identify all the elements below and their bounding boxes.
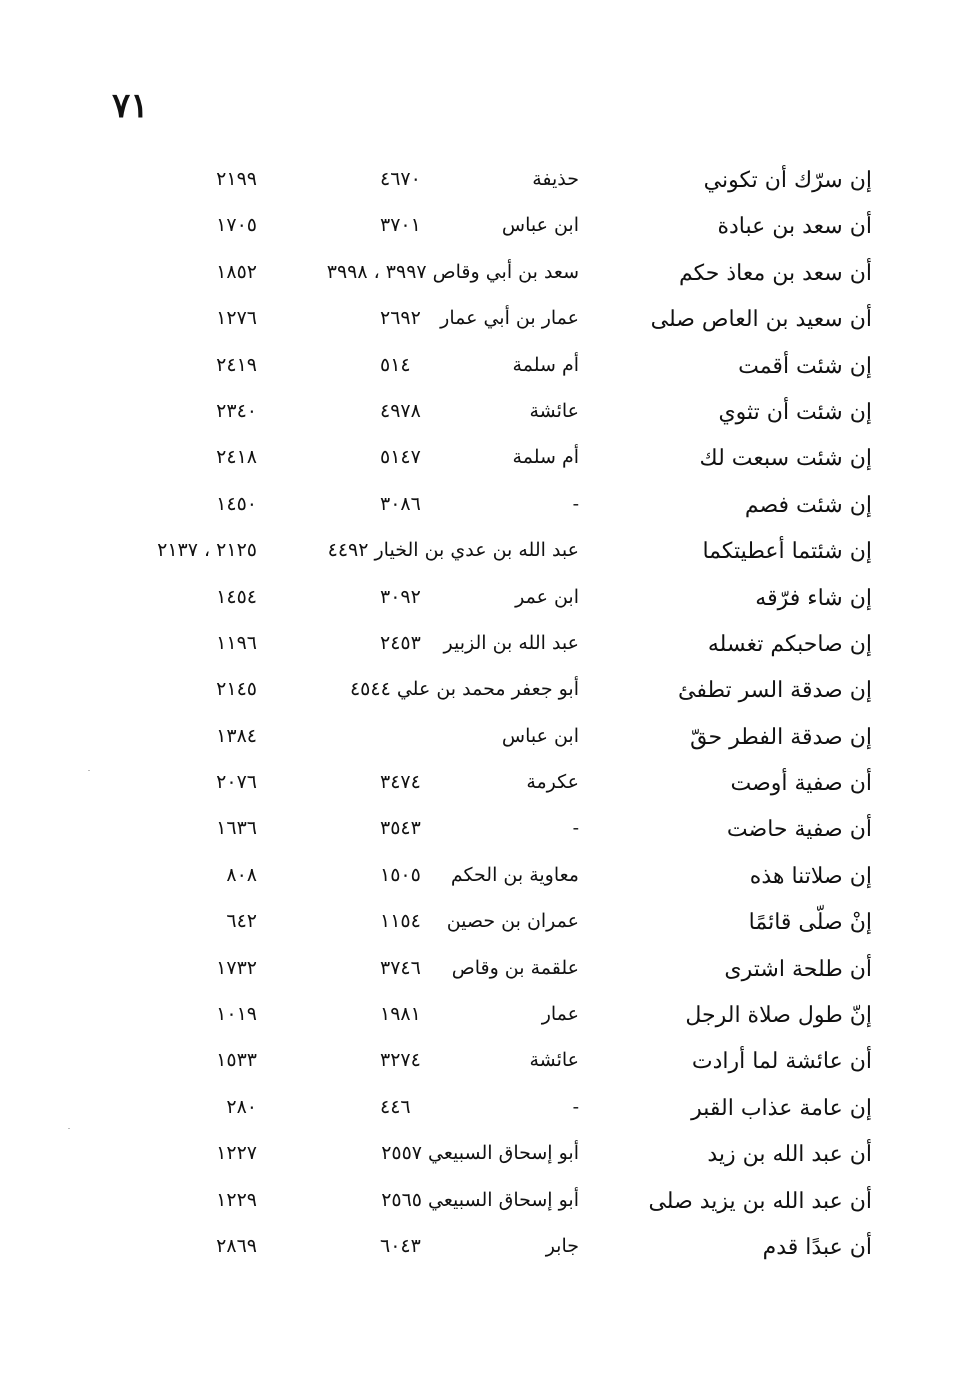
index-row bbox=[0, 628, 957, 674]
index-row bbox=[0, 1185, 957, 1231]
hadith-number: ٥١٤ bbox=[380, 353, 411, 376]
hadith-phrase: إنّ طول صلاة الرجل bbox=[685, 1003, 872, 1029]
hadith-index-table bbox=[0, 164, 957, 1277]
index-row bbox=[0, 303, 957, 349]
reference-number: ١١٩٦ bbox=[216, 631, 257, 654]
hadith-phrase: إن شئتما أعطيتكما bbox=[702, 539, 872, 565]
hadith-phrase: أن عائشة لما أرادت bbox=[691, 1049, 872, 1075]
narrator-name: ابن عمر bbox=[515, 585, 579, 608]
hadith-number: ٣٥٤٣ bbox=[380, 817, 421, 840]
hadith-phrase: أن صفية حاضت bbox=[726, 817, 872, 843]
narrator-name: أبو إسحاق السبيعي ٢٥٦٥ bbox=[381, 1188, 579, 1211]
hadith-number: ٢٤٥٣ bbox=[380, 631, 421, 654]
reference-number: ١٢٢٩ bbox=[216, 1188, 257, 1211]
hadith-number: ٢٦٩٢ bbox=[380, 307, 421, 330]
hadith-number: ١٩٨١ bbox=[380, 1003, 421, 1026]
reference-number: ٢٠٧٦ bbox=[216, 771, 257, 794]
narrator-name: معاوية بن الحكم bbox=[450, 863, 579, 886]
scan-speck bbox=[68, 1128, 70, 1129]
reference-number: ٢٨٠ bbox=[226, 1095, 257, 1118]
hadith-phrase: أن سعيد بن العاص صلى bbox=[650, 307, 872, 333]
index-row bbox=[0, 535, 957, 581]
reference-number: ١٦٣٦ bbox=[216, 817, 257, 840]
hadith-number: ٣٧٠١ bbox=[380, 214, 421, 237]
narrator-name: - bbox=[572, 1095, 579, 1118]
reference-number: ١٤٥٤ bbox=[216, 585, 257, 608]
narrator-name: ابن عباس bbox=[501, 724, 579, 747]
index-row bbox=[0, 1092, 957, 1138]
narrator-name: ابن عباس bbox=[501, 214, 579, 237]
hadith-number: ٣٠٩٢ bbox=[380, 585, 421, 608]
hadith-phrase: إن سرّك أن تكوني bbox=[703, 168, 872, 193]
hadith-number: ١٥٠٥ bbox=[380, 863, 421, 886]
reference-number: ١٠١٩ bbox=[216, 1003, 257, 1026]
hadith-phrase: إن صلاتنا هذه bbox=[749, 863, 872, 889]
hadith-number: ٣٢٧٤ bbox=[380, 1049, 421, 1072]
hadith-phrase: أن صفية أوصت bbox=[730, 771, 872, 797]
index-row bbox=[0, 906, 957, 952]
hadith-phrase: إن عامة عذاب القبر bbox=[691, 1095, 872, 1121]
hadith-number: ٣٤٧٤ bbox=[380, 771, 421, 794]
index-row bbox=[0, 1045, 957, 1091]
hadith-phrase: إن شئت فصم bbox=[744, 492, 872, 518]
narrator-name: عبد الله بن الزبير bbox=[443, 631, 579, 654]
hadith-phrase: أن عبدًا قدم bbox=[762, 1234, 872, 1260]
narrator-name: سعد بن أبي وقاص ٣٩٩٧ ، ٣٩٩٨ bbox=[326, 260, 579, 283]
reference-number: ٢٤١٨ bbox=[216, 446, 257, 469]
narrator-name: - bbox=[572, 817, 579, 840]
reference-number: ٢١٤٥ bbox=[216, 678, 257, 701]
narrator-name: - bbox=[572, 492, 579, 515]
reference-number: ١٧٠٥ bbox=[216, 214, 257, 237]
index-row bbox=[0, 721, 957, 767]
reference-number: ٢٨٦٩ bbox=[216, 1234, 257, 1257]
hadith-phrase: إن صدقة السر تطفئ bbox=[677, 678, 872, 704]
narrator-name: حذيفة bbox=[532, 168, 579, 190]
narrator-name: عائشة bbox=[529, 399, 579, 422]
index-row bbox=[0, 999, 957, 1045]
hadith-phrase: إن شئت أن تثوي bbox=[718, 399, 872, 425]
index-row bbox=[0, 257, 957, 303]
index-row bbox=[0, 953, 957, 999]
reference-number: ١٧٣٢ bbox=[216, 956, 257, 979]
reference-number: ٢٣٤٠ bbox=[216, 399, 257, 422]
hadith-phrase: أن سعد بن عبادة bbox=[717, 214, 872, 240]
index-row bbox=[0, 489, 957, 535]
hadith-phrase: إن صدقة الفطر حقّ bbox=[690, 724, 872, 750]
index-row bbox=[0, 1138, 957, 1184]
narrator-name: عائشة bbox=[529, 1049, 579, 1072]
index-row bbox=[0, 582, 957, 628]
hadith-phrase: أن عبد الله بن زيد bbox=[707, 1142, 872, 1168]
index-row bbox=[0, 767, 957, 813]
hadith-number: ٥١٤٧ bbox=[380, 446, 421, 469]
reference-number: ١٣٨٤ bbox=[216, 724, 257, 747]
narrator-name: عبد الله بن عدي بن الخيار ٤٤٩٢ bbox=[327, 539, 579, 562]
reference-number: ١٢٧٦ bbox=[216, 307, 257, 330]
scan-speck bbox=[88, 770, 90, 771]
hadith-number: ٣٧٤٦ bbox=[380, 956, 421, 979]
reference-number: ٢١٩٩ bbox=[216, 168, 257, 190]
reference-number: ١٨٥٢ bbox=[216, 260, 257, 283]
hadith-phrase: أن سعد بن معاذ حكم bbox=[679, 260, 872, 286]
hadith-phrase: إن شئت سبعت لك bbox=[699, 446, 872, 472]
reference-number: ١٥٣٣ bbox=[216, 1049, 257, 1072]
narrator-name: عكرمة bbox=[526, 771, 579, 794]
narrator-name: علقمة بن وقاص bbox=[451, 956, 579, 979]
hadith-phrase: إنْ صلّى قائمًا bbox=[748, 910, 872, 936]
narrator-name: عمار بن أبي عمار bbox=[440, 307, 579, 330]
index-row bbox=[0, 674, 957, 720]
index-row bbox=[0, 164, 957, 210]
reference-number: ٢١٢٥ ، ٢١٣٧ bbox=[157, 539, 257, 562]
narrator-name: جابر bbox=[545, 1234, 579, 1257]
hadith-phrase: إن شئت أقمت bbox=[738, 353, 872, 379]
index-row bbox=[0, 210, 957, 256]
narrator-name: أبو إسحاق السبيعي ٢٥٥٧ bbox=[381, 1142, 579, 1165]
page-number: ٧١ bbox=[112, 86, 149, 126]
narrator-name: أم سلمة bbox=[512, 446, 579, 469]
index-row bbox=[0, 350, 957, 396]
hadith-number: ٤٦٧٠ bbox=[380, 168, 421, 190]
hadith-phrase: إن شاء فرّقه bbox=[755, 585, 872, 611]
narrator-name: عمران بن حصين bbox=[446, 910, 579, 933]
hadith-number: ٣٠٨٦ bbox=[380, 492, 421, 515]
index-row bbox=[0, 396, 957, 442]
reference-number: ٨٠٨ bbox=[226, 863, 257, 886]
index-row bbox=[0, 442, 957, 488]
narrator-name: عمار bbox=[541, 1003, 579, 1026]
narrator-name: أبو جعفر محمد بن علي ٤٥٤٤ bbox=[349, 678, 579, 701]
hadith-number: ٤٤٦ bbox=[380, 1095, 411, 1118]
reference-number: ١٤٥٠ bbox=[216, 492, 257, 515]
narrator-name: أم سلمة bbox=[512, 353, 579, 376]
hadith-number: ١١٥٤ bbox=[380, 910, 421, 933]
reference-number: ٦٤٢ bbox=[226, 910, 257, 933]
hadith-phrase: أن طلحة اشترى bbox=[724, 956, 872, 982]
hadith-phrase: أن عبد الله بن يزيد صلى bbox=[648, 1188, 872, 1214]
reference-number: ١٢٢٧ bbox=[216, 1142, 257, 1165]
hadith-number: ٦٠٤٣ bbox=[380, 1234, 421, 1257]
reference-number: ٢٤١٩ bbox=[216, 353, 257, 376]
hadith-number: ٤٩٧٨ bbox=[380, 399, 421, 422]
index-row bbox=[0, 813, 957, 859]
hadith-phrase: إن صاحبكم تغسله bbox=[707, 631, 872, 657]
index-row bbox=[0, 1231, 957, 1277]
index-row bbox=[0, 860, 957, 906]
